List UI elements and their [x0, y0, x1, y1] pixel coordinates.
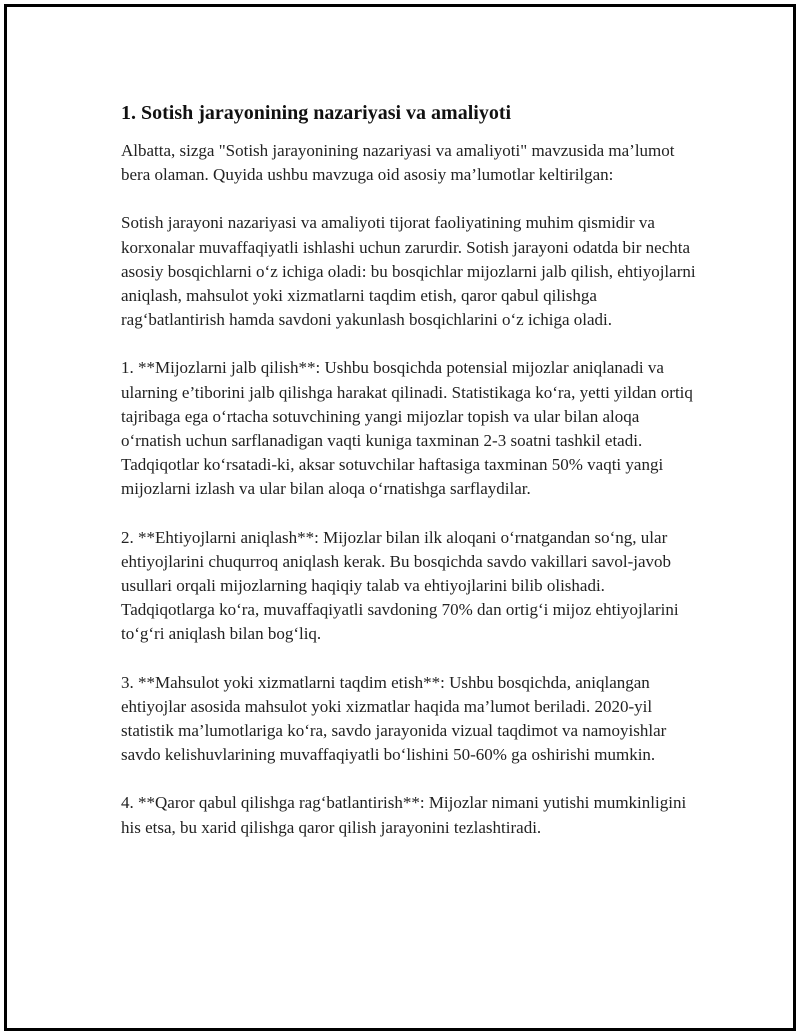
intro-paragraph: Albatta, sizga "Sotish jarayonining nazariyasi va amaliyoti" mavzusida ma’lumot bera olaman. Quyida ushbu mavzuga oid asosiy ma’lumotlar keltirilgan: — [121, 141, 675, 185]
document-page — [4, 4, 796, 1031]
document-body — [121, 99, 701, 864]
step-4-paragraph: 4. **Qaror qabul qilishga rag‘batlantirish**: Mijozlar nimani yutishi mumkinligini his etsa, bu xarid qilishga qaror qilish jarayonini tezlashtiradi. — [121, 793, 687, 837]
step-3-paragraph: 3. **Mahsulot yoki xizmatlarni taqdim etish**: Ushbu bosqichda, aniqlangan ehtiyojlar asosida mahsulot yoki xizmatlar haqida ma’lumot beriladi. 2020-yil statistik ma’lumotlariga ko‘ra, savdo jarayonida vizual taqdimot va namoyishlar savdo kelishuvlarining muvaffaqiyatli bo‘lishini 50-60% ga oshirishi mumkin. — [121, 672, 667, 765]
document-title: 1. Sotish jarayonining nazariyasi va amaliyoti — [121, 102, 512, 124]
overview-paragraph: Sotish jarayoni nazariyasi va amaliyoti tijorat faoliyatining muhim qismidir va korxonalar muvaffaqiyatli ishlashi uchun zarurdir. Sotish jarayoni odatda bir nechta asosiy bosqichlarni o‘z ichiga oladi: bu bosqichlar mijozlarni jalb qilish, ehtiyojlarni aniqlash, mahsulot yoki xizmatlarni taqdim etish, qaror qabul qilishga rag‘batlantirish hamda savdoni yakunlash bosqichlarini o‘z ichiga oladi. — [121, 213, 696, 330]
step-2-paragraph: 2. **Ehtiyojlarni aniqlash**: Mijozlar bilan ilk aloqani o‘rnatgandan so‘ng, ular ehtiyojlarini chuqurroq aniqlash kerak. Bu bosqichda savdo vakillari savol-javob usullari orqali mijozlarning haqiqiy talab va ehtiyojlarini bilib olishadi. Tadqiqotlarga ko‘ra, muvaffaqiyatli savdoning 70% dan ortig‘i mijoz ehtiyojlarini to‘g‘ri aniqlash bilan bog‘liq. — [121, 527, 679, 644]
step-1-paragraph: 1. **Mijozlarni jalb qilish**: Ushbu bosqichda potensial mijozlar aniqlanadi va ularning e’tiborini jalb qilishga harakat qilinadi. Statistikaga ko‘ra, yetti yildan ortiq tajribaga ega o‘rtacha sotuvchining yangi mijozlar topish va ular bilan aloqa o‘rnatish uchun sarflanadigan vaqti kuniga taxminan 2-3 soatni tashkil etadi. Tadqiqotlar ko‘rsatadi-ki, aksar sotuvchilar haftasiga taxminan 50% vaqti yangi mijozlarni izlash va ular bilan aloqa o‘rnatishga sarflaydilar. — [121, 358, 693, 499]
